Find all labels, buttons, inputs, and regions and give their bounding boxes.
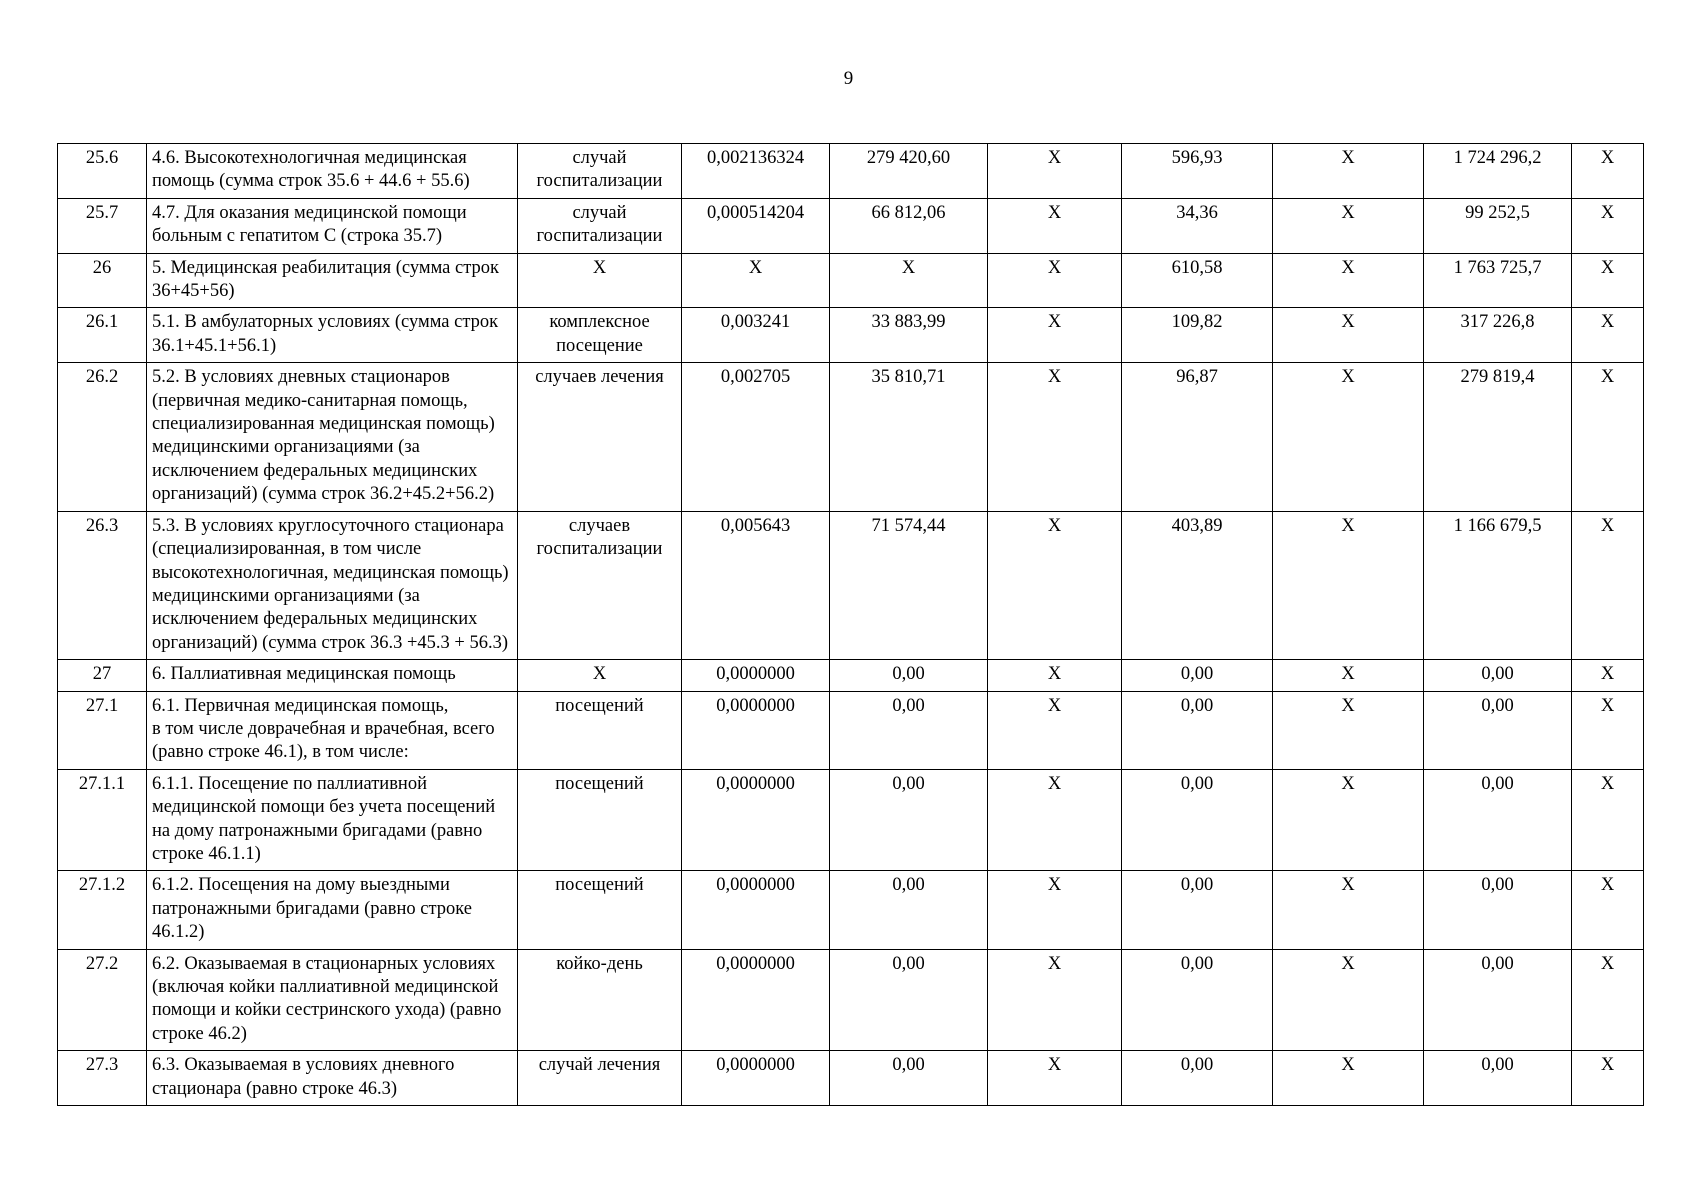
table-row [58,1051,1644,1106]
per-capita-cell: 96,87 [1122,363,1273,511]
row-number-cell: 27.1.2 [58,871,147,949]
description-cell: 5.3. В условиях круглосуточного стационара (специализированная, в том числе высокотехнологичная, медицинская помощь) медицинскими организациями (за исключением федеральных медицинских организаций) (сумма строк 36.3 +45.3 + 56.3) [147,511,518,659]
col8-cell: Х [1273,144,1424,199]
unit-cost-cell: Х [830,253,988,308]
description-cell: 5.1. В амбулаторных условиях (сумма строк 36.1+45.1+56.1) [147,308,518,363]
unit-cost-cell: 0,00 [830,769,988,871]
table-row [58,198,1644,253]
per-capita-cell: 0,00 [1122,660,1273,691]
volume-norm-cell: 0,0000000 [682,871,830,949]
col10-cell: Х [1572,949,1644,1051]
col6-cell: Х [988,871,1122,949]
unit-cell: случаев лечения [518,363,682,511]
unit-cost-cell: 0,00 [830,949,988,1051]
unit-cost-cell: 0,00 [830,1051,988,1106]
volume-norm-cell: Х [682,253,830,308]
table-row [58,660,1644,691]
description-cell: 6.1.1. Посещение по паллиативной медицинской помощи без учета посещений на дому патронажными бригадами (равно строке 46.1.1) [147,769,518,871]
col10-cell: Х [1572,769,1644,871]
unit-cost-cell: 0,00 [830,691,988,769]
col8-cell: Х [1273,308,1424,363]
unit-cell: посещений [518,769,682,871]
per-capita-cell: 596,93 [1122,144,1273,199]
total-cost-cell: 0,00 [1424,871,1572,949]
table-row [58,253,1644,308]
unit-cost-cell: 33 883,99 [830,308,988,363]
description-cell: 5.2. В условиях дневных стационаров (первичная медико-санитарная помощь, специализированная медицинская помощь) медицинскими организациями (за исключением федеральных медицинских организаций) (сумма строк 36.2+45.2+56.2) [147,363,518,511]
unit-cost-cell: 71 574,44 [830,511,988,659]
row-number-cell: 26.2 [58,363,147,511]
row-number-cell: 27.1 [58,691,147,769]
col8-cell: Х [1273,660,1424,691]
row-number-cell: 26.1 [58,308,147,363]
per-capita-cell: 0,00 [1122,949,1273,1051]
total-cost-cell: 0,00 [1424,949,1572,1051]
col6-cell: Х [988,363,1122,511]
col10-cell: Х [1572,691,1644,769]
col10-cell: Х [1572,660,1644,691]
volume-norm-cell: 0,0000000 [682,660,830,691]
row-number-cell: 26.3 [58,511,147,659]
description-cell: 5. Медицинская реабилитация (сумма строк 36+45+56) [147,253,518,308]
table-body [58,144,1644,1106]
row-number-cell: 26 [58,253,147,308]
total-cost-cell: 0,00 [1424,1051,1572,1106]
col6-cell: Х [988,511,1122,659]
col6-cell: Х [988,769,1122,871]
page-number: 9 [843,68,854,89]
unit-cell: Х [518,253,682,308]
total-cost-cell: 0,00 [1424,660,1572,691]
total-cost-cell: 1 724 296,2 [1424,144,1572,199]
total-cost-cell: 0,00 [1424,769,1572,871]
description-cell: 4.6. Высокотехнологичная медицинская помощь (сумма строк 35.6 + 44.6 + 55.6) [147,144,518,199]
total-cost-cell: 1 166 679,5 [1424,511,1572,659]
col8-cell: Х [1273,1051,1424,1106]
table-row [58,871,1644,949]
col10-cell: Х [1572,144,1644,199]
per-capita-cell: 0,00 [1122,1051,1273,1106]
total-cost-cell: 279 819,4 [1424,363,1572,511]
col10-cell: Х [1572,871,1644,949]
col10-cell: Х [1572,253,1644,308]
col10-cell: Х [1572,198,1644,253]
col6-cell: Х [988,949,1122,1051]
unit-cell: Х [518,660,682,691]
col6-cell: Х [988,253,1122,308]
row-number-cell: 25.7 [58,198,147,253]
row-number-cell: 27 [58,660,147,691]
volume-norm-cell: 0,003241 [682,308,830,363]
unit-cost-cell: 35 810,71 [830,363,988,511]
volume-norm-cell: 0,0000000 [682,1051,830,1106]
col6-cell: Х [988,691,1122,769]
unit-cell: посещений [518,871,682,949]
col8-cell: Х [1273,363,1424,511]
per-capita-cell: 34,36 [1122,198,1273,253]
unit-cost-cell: 66 812,06 [830,198,988,253]
row-number-cell: 25.6 [58,144,147,199]
per-capita-cell: 610,58 [1122,253,1273,308]
table-row [58,691,1644,769]
table-row [58,363,1644,511]
table-row [58,308,1644,363]
description-cell: 6.3. Оказываемая в условиях дневного стационара (равно строке 46.3) [147,1051,518,1106]
unit-cell: комплексное посещение [518,308,682,363]
col6-cell: Х [988,308,1122,363]
row-number-cell: 27.1.1 [58,769,147,871]
volume-norm-cell: 0,0000000 [682,691,830,769]
per-capita-cell: 0,00 [1122,769,1273,871]
volume-norm-cell: 0,005643 [682,511,830,659]
col8-cell: Х [1273,769,1424,871]
unit-cost-cell: 0,00 [830,871,988,949]
col8-cell: Х [1273,511,1424,659]
unit-cost-cell: 279 420,60 [830,144,988,199]
total-cost-cell: 317 226,8 [1424,308,1572,363]
col10-cell: Х [1572,511,1644,659]
total-cost-cell: 0,00 [1424,691,1572,769]
volume-norm-cell: 0,0000000 [682,949,830,1051]
col6-cell: Х [988,660,1122,691]
col8-cell: Х [1273,949,1424,1051]
col10-cell: Х [1572,308,1644,363]
unit-cell: койко-день [518,949,682,1051]
volume-norm-cell: 0,0000000 [682,769,830,871]
description-cell: 6.1. Первичная медицинская помощь, в том числе доврачебная и врачебная, всего (равно строке 46.1), в том числе: [147,691,518,769]
col8-cell: Х [1273,871,1424,949]
volume-norm-cell: 0,002136324 [682,144,830,199]
per-capita-cell: 0,00 [1122,871,1273,949]
description-cell: 4.7. Для оказания медицинской помощи больным с гепатитом С (строка 35.7) [147,198,518,253]
description-cell: 6.2. Оказываемая в стационарных условиях (включая койки паллиативной медицинской помощи и койки сестринского ухода) (равно строке 46.2) [147,949,518,1051]
description-cell: 6.1.2. Посещения на дому выездными патронажными бригадами (равно строке 46.1.2) [147,871,518,949]
unit-cost-cell: 0,00 [830,660,988,691]
table-row [58,511,1644,659]
col8-cell: Х [1273,691,1424,769]
table-row [58,769,1644,871]
table-row [58,949,1644,1051]
norms-table [57,143,1644,1106]
unit-cell: посещений [518,691,682,769]
col8-cell: Х [1273,198,1424,253]
per-capita-cell: 403,89 [1122,511,1273,659]
unit-cell: случай лечения [518,1051,682,1106]
per-capita-cell: 0,00 [1122,691,1273,769]
row-number-cell: 27.2 [58,949,147,1051]
unit-cell: случай госпитализации [518,144,682,199]
total-cost-cell: 99 252,5 [1424,198,1572,253]
row-number-cell: 27.3 [58,1051,147,1106]
description-cell: 6. Паллиативная медицинская помощь [147,660,518,691]
volume-norm-cell: 0,000514204 [682,198,830,253]
col6-cell: Х [988,198,1122,253]
unit-cell: случаев госпитализации [518,511,682,659]
unit-cell: случай госпитализации [518,198,682,253]
col8-cell: Х [1273,253,1424,308]
total-cost-cell: 1 763 725,7 [1424,253,1572,308]
col6-cell: Х [988,1051,1122,1106]
table-row [58,144,1644,199]
col10-cell: Х [1572,363,1644,511]
col6-cell: Х [988,144,1122,199]
col10-cell: Х [1572,1051,1644,1106]
per-capita-cell: 109,82 [1122,308,1273,363]
volume-norm-cell: 0,002705 [682,363,830,511]
